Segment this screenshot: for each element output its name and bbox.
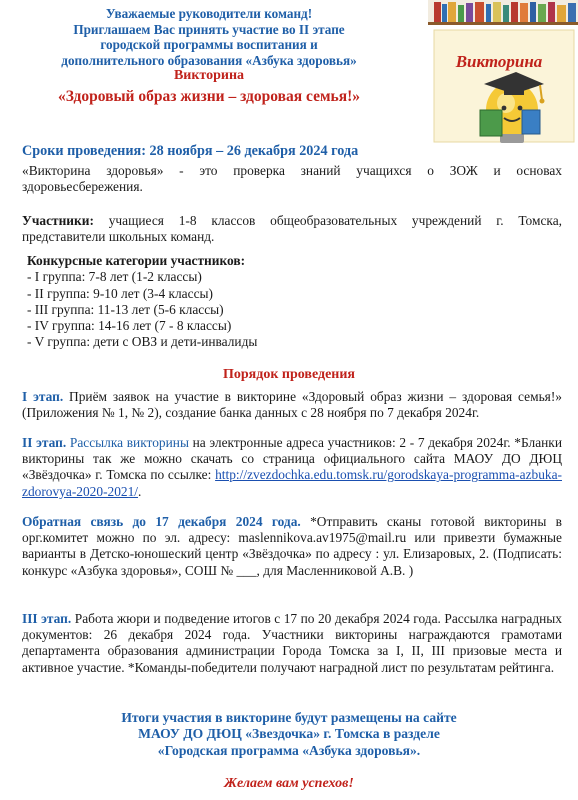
program-link[interactable]: http://zvezdochka.edu.tomsk.ru/gorodskaya-programma-azbuka-zdorovya-2020-2021/ <box>22 467 562 499</box>
categories-title: Конкурсные категории участников: <box>27 253 246 268</box>
stage-2-text: на электронные адреса участников: 2 - 7 декабря 2024г. *Бланки викторины так же можно скачать со страница официального сайта МАОУ ДО ДЮЦ «Звёздочка» г. Томска по ссылке: <box>22 435 562 483</box>
quiz-slogan: «Здоровый образ жизни – здоровая семья!» <box>57 87 361 105</box>
header-line-4: дополнительного образования «Азбука здоровья» <box>61 52 357 68</box>
quiz-image-label: Викторина <box>455 52 543 71</box>
categories-block <box>27 253 257 351</box>
stage-1-label: I этап. <box>22 389 64 404</box>
header-line-3: городской программы воспитания и <box>100 37 318 53</box>
feedback-label: Обратная связь до 17 декабря 2024 года. <box>22 514 301 529</box>
stage-2-after: . <box>138 483 142 499</box>
category-item: - III группа: 11-13 лет (5-6 классы) <box>27 301 224 317</box>
stage-3-label: III этап. <box>22 611 72 626</box>
stage-1-text: Приём заявок на участие в викторине «Здоровый образ жизни – здоровая семья!» (Приложения № 1, № 2), создание банка данных с 28 ноября по 7 декабря 2024г. <box>22 389 562 421</box>
results-notice <box>0 710 578 759</box>
results-line-1: Итоги участия в викторине будут размещены на сайте <box>121 710 457 725</box>
closing-wish: Желаем вам успехов! <box>224 776 354 791</box>
quiz-title: Викторина <box>173 68 245 84</box>
order-title: Порядок проведения <box>223 367 355 382</box>
quiz-illustration <box>420 0 578 145</box>
feedback-block <box>22 514 562 579</box>
category-item: - IV группа: 14-16 лет (7 - 8 классы) <box>27 318 232 334</box>
stage-2 <box>22 435 562 500</box>
stage-1 <box>22 389 562 421</box>
stage-2-label-rest: Рассылка викторины <box>66 435 189 450</box>
invitation-header <box>0 6 418 105</box>
feedback-text: *Отправить сканы готовой викторины в орг.комитет можно по эл. адресу: maslennikova.av1975@mail.ru или привезти бумажные варианты в Детско-юношеский центр «Звёздочка» по адресу : ул. Елизаровых, 2. (Подписать: конкурс «Азбука здоровья», СОШ № ___, для Масленниковой А.В. ) <box>22 514 562 578</box>
category-item: - V группа: дети с ОВЗ и дети-инвалиды <box>27 334 258 350</box>
participants-block <box>22 213 562 245</box>
stage-3 <box>22 611 562 676</box>
intro-text: «Викторина здоровья» - это проверка знаний учащихся о ЗОЖ и основах здоровьесбережения. <box>22 163 562 195</box>
results-line-3: «Городская программа «Азбука здоровья». <box>157 742 421 758</box>
header-line-2: Приглашаем Вас принять участие во II этапе <box>73 21 345 37</box>
participants-text: учащиеся 1-8 классов общеобразовательных учреждений г. Томска, представители школьных команд. <box>22 213 562 245</box>
results-line-2: МАОУ ДО ДЮЦ «Звездочка» г. Томска в разделе <box>138 726 440 742</box>
event-dates: Сроки проведения: 28 ноября – 26 декабря 2024 года <box>22 143 359 159</box>
participants-label: Участники: <box>22 213 94 228</box>
header-line-1: Уважаемые руководители команд! <box>105 6 313 21</box>
stage-2-label: II этап. <box>22 435 67 450</box>
category-item: - I группа: 7-8 лет (1-2 классы) <box>27 269 202 285</box>
category-item: - II группа: 9-10 лет (3-4 классы) <box>27 285 213 301</box>
stage-3-text: Работа жюри и подведение итогов с 17 по 20 декабря 2024 года. Рассылка наградных документов: 26 декабря 2024 года. Участники викторины награждаются грамотами департамента образования администрации Города Томска за I, II, III призовые места и активное участие. *Команды-победители получают наградной лист по результатам рейтинга. <box>22 611 562 675</box>
